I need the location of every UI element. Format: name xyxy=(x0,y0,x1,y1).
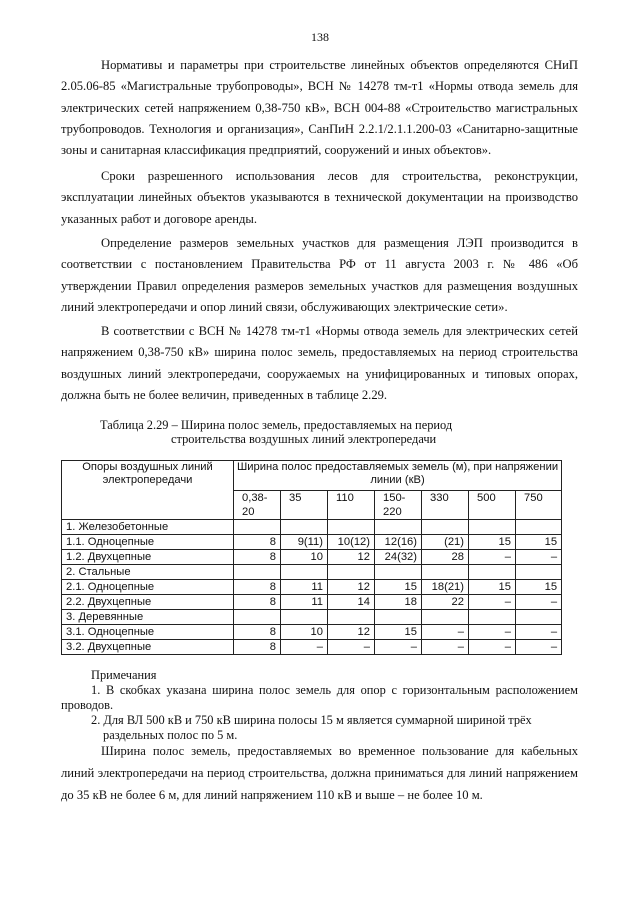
notes-title: Примечания xyxy=(91,668,157,682)
table-cell: 15 xyxy=(516,535,562,550)
table-cell xyxy=(375,520,422,535)
row-label: 3.2. Двухцепные xyxy=(62,640,234,655)
table-cell: 18(21) xyxy=(422,580,469,595)
paragraph-terms: Сроки разрешенного использования лесов для строительства, реконструкции, эксплуатации линейных объектов указываются в технической документации на производство указанных работ и договоре аренды. xyxy=(61,169,578,226)
page-number: 138 xyxy=(311,30,329,44)
row-label: 3.1. Одноцепные xyxy=(62,625,234,640)
table-cell: 8 xyxy=(234,595,281,610)
section-label: 1. Железобетонные xyxy=(62,520,234,535)
voltage-header-cell: 330 xyxy=(422,491,469,520)
voltage-header-cell: 35 xyxy=(281,491,328,520)
table-body xyxy=(62,520,562,655)
section-label: 3. Деревянные xyxy=(62,610,234,625)
table-cell: – xyxy=(516,550,562,565)
table-cell: 10 xyxy=(281,625,328,640)
table-cell: 18 xyxy=(375,595,422,610)
table-cell: 11 xyxy=(281,580,328,595)
table-cell: 14 xyxy=(328,595,375,610)
table-cell: 12 xyxy=(328,625,375,640)
header-supports: Опоры воздушных линий электропередачи xyxy=(62,461,234,520)
table-cell: 12 xyxy=(328,580,375,595)
land-width-table xyxy=(61,460,562,655)
table-caption-line1: Таблица 2.29 – Ширина полос земель, предоставляемых на период xyxy=(100,418,453,432)
table-cell xyxy=(375,565,422,580)
table-row xyxy=(62,580,562,595)
table-caption xyxy=(100,418,500,446)
table-row xyxy=(62,535,562,550)
table-cell: 15 xyxy=(469,580,516,595)
table-cell xyxy=(422,565,469,580)
table-cell: 11 xyxy=(281,595,328,610)
paragraph-vsn: В соответствии с ВСН № 14278 тм-т1 «Нормы отвода земель для электрических сетей напряжением 0,38-750 кВ» ширина полос земель, предоставляемых на период строительства воздушных линий электропередачи, сооружаемых на унифицированных и типовых опорах, должна быть не более величин, приведенных в таблице 2.29. xyxy=(61,324,578,402)
table-cell xyxy=(516,565,562,580)
table-cell xyxy=(375,610,422,625)
note-2-line2: раздельных полос по 5 м. xyxy=(103,728,238,742)
table-cell xyxy=(516,610,562,625)
table-section-row xyxy=(62,520,562,535)
table-cell: 28 xyxy=(422,550,469,565)
table-cell xyxy=(328,610,375,625)
header-width: Ширина полос предоставляемых земель (м), при напряжении линии (кВ) xyxy=(234,461,562,491)
table-cell: 10(12) xyxy=(328,535,375,550)
table-caption-line2: строительства воздушных линий электропередачи xyxy=(171,432,437,446)
table-cell: 15 xyxy=(516,580,562,595)
section-label: 2. Стальные xyxy=(62,565,234,580)
table-cell: 8 xyxy=(234,535,281,550)
table-cell: 15 xyxy=(375,625,422,640)
table-cell: 15 xyxy=(469,535,516,550)
table-cell: 9(11) xyxy=(281,535,328,550)
paragraph-cable-lines: Ширина полос земель, предоставляемых во временное пользование для кабельных линий электропередачи на период строительства, должна приниматься для линий напряжением до 35 кВ не более 6 м, для линий напряжением 110 кВ и выше – не более 10 м. xyxy=(61,744,578,802)
table-row xyxy=(62,595,562,610)
note-2-line1: 2. Для ВЛ 500 кВ и 750 кВ ширина полосы 15 м является суммарной шириной трёх xyxy=(91,713,532,727)
paragraph-land-size: Определение размеров земельных участков для размещения ЛЭП производится в соответствии с постановлением Правительства РФ от 11 августа 2003 г. № 486 «Об утверждении Правил определения размеров земельных участков для размещения воздушных линий электропередачи и опор линий связи, обслуживающих электрические сети». xyxy=(61,236,578,314)
table-cell: – xyxy=(422,640,469,655)
table-cell: 10 xyxy=(281,550,328,565)
table-cell: – xyxy=(422,625,469,640)
table-row xyxy=(62,550,562,565)
table-cell xyxy=(281,610,328,625)
table-cell xyxy=(234,565,281,580)
table-cell: – xyxy=(469,550,516,565)
table-cell xyxy=(281,520,328,535)
table-cell: – xyxy=(281,640,328,655)
note-1: 1. В скобках указана ширина полос земель для опор с горизонтальным расположением проводов. xyxy=(61,683,578,712)
voltage-header-cell: 0,38-20 xyxy=(234,491,281,520)
table-cell: – xyxy=(516,640,562,655)
table-cell xyxy=(422,610,469,625)
table-cell xyxy=(328,520,375,535)
table-cell: (21) xyxy=(422,535,469,550)
table-row xyxy=(62,625,562,640)
table-cell: – xyxy=(516,595,562,610)
table-cell xyxy=(469,520,516,535)
paragraph-norms: Нормативы и параметры при строительстве линейных объектов определяются СНиП 2.05.06-85 «Магистральные трубопроводы», ВСН № 14278 тм-т1 «Нормы отвода земель для электрических сетей напряжением 0,38-750 кВ», ВСН 004-88 «Строительство магистральных трубопроводов. Технология и организация», СанПиН 2.2.1/2.1.1.200-03 «Санитарно-защитные зоны и санитарная классификация предприятий, сооружений и иных объектов». xyxy=(61,58,578,158)
table-cell: – xyxy=(469,625,516,640)
table-cell xyxy=(516,520,562,535)
table-cell: – xyxy=(328,640,375,655)
voltage-header-cell: 110 xyxy=(328,491,375,520)
voltage-header-cell: 150-220 xyxy=(375,491,422,520)
table-cell: 8 xyxy=(234,580,281,595)
table-cell: 12(16) xyxy=(375,535,422,550)
table-cell xyxy=(234,610,281,625)
table-section-row xyxy=(62,565,562,580)
row-label: 1.1. Одноцепные xyxy=(62,535,234,550)
table-cell: 8 xyxy=(234,550,281,565)
table-section-row xyxy=(62,610,562,625)
table-row xyxy=(62,640,562,655)
table-cell: 24(32) xyxy=(375,550,422,565)
row-label: 2.1. Одноцепные xyxy=(62,580,234,595)
table-cell: – xyxy=(375,640,422,655)
voltage-header-cell: 750 xyxy=(516,491,562,520)
table-cell: – xyxy=(516,625,562,640)
table-cell: 8 xyxy=(234,625,281,640)
table-cell: 15 xyxy=(375,580,422,595)
table-cell xyxy=(328,565,375,580)
table-cell xyxy=(422,520,469,535)
note-2 xyxy=(61,713,578,743)
table-cell: – xyxy=(469,640,516,655)
table-cell xyxy=(234,520,281,535)
table-cell: – xyxy=(469,595,516,610)
row-label: 1.2. Двухцепные xyxy=(62,550,234,565)
table-cell: 22 xyxy=(422,595,469,610)
table-cell xyxy=(469,565,516,580)
table-cell: 8 xyxy=(234,640,281,655)
voltage-header-cell: 500 xyxy=(469,491,516,520)
table-cell: 12 xyxy=(328,550,375,565)
table-cell xyxy=(469,610,516,625)
table-cell xyxy=(281,565,328,580)
row-label: 2.2. Двухцепные xyxy=(62,595,234,610)
notes-block xyxy=(61,668,578,743)
